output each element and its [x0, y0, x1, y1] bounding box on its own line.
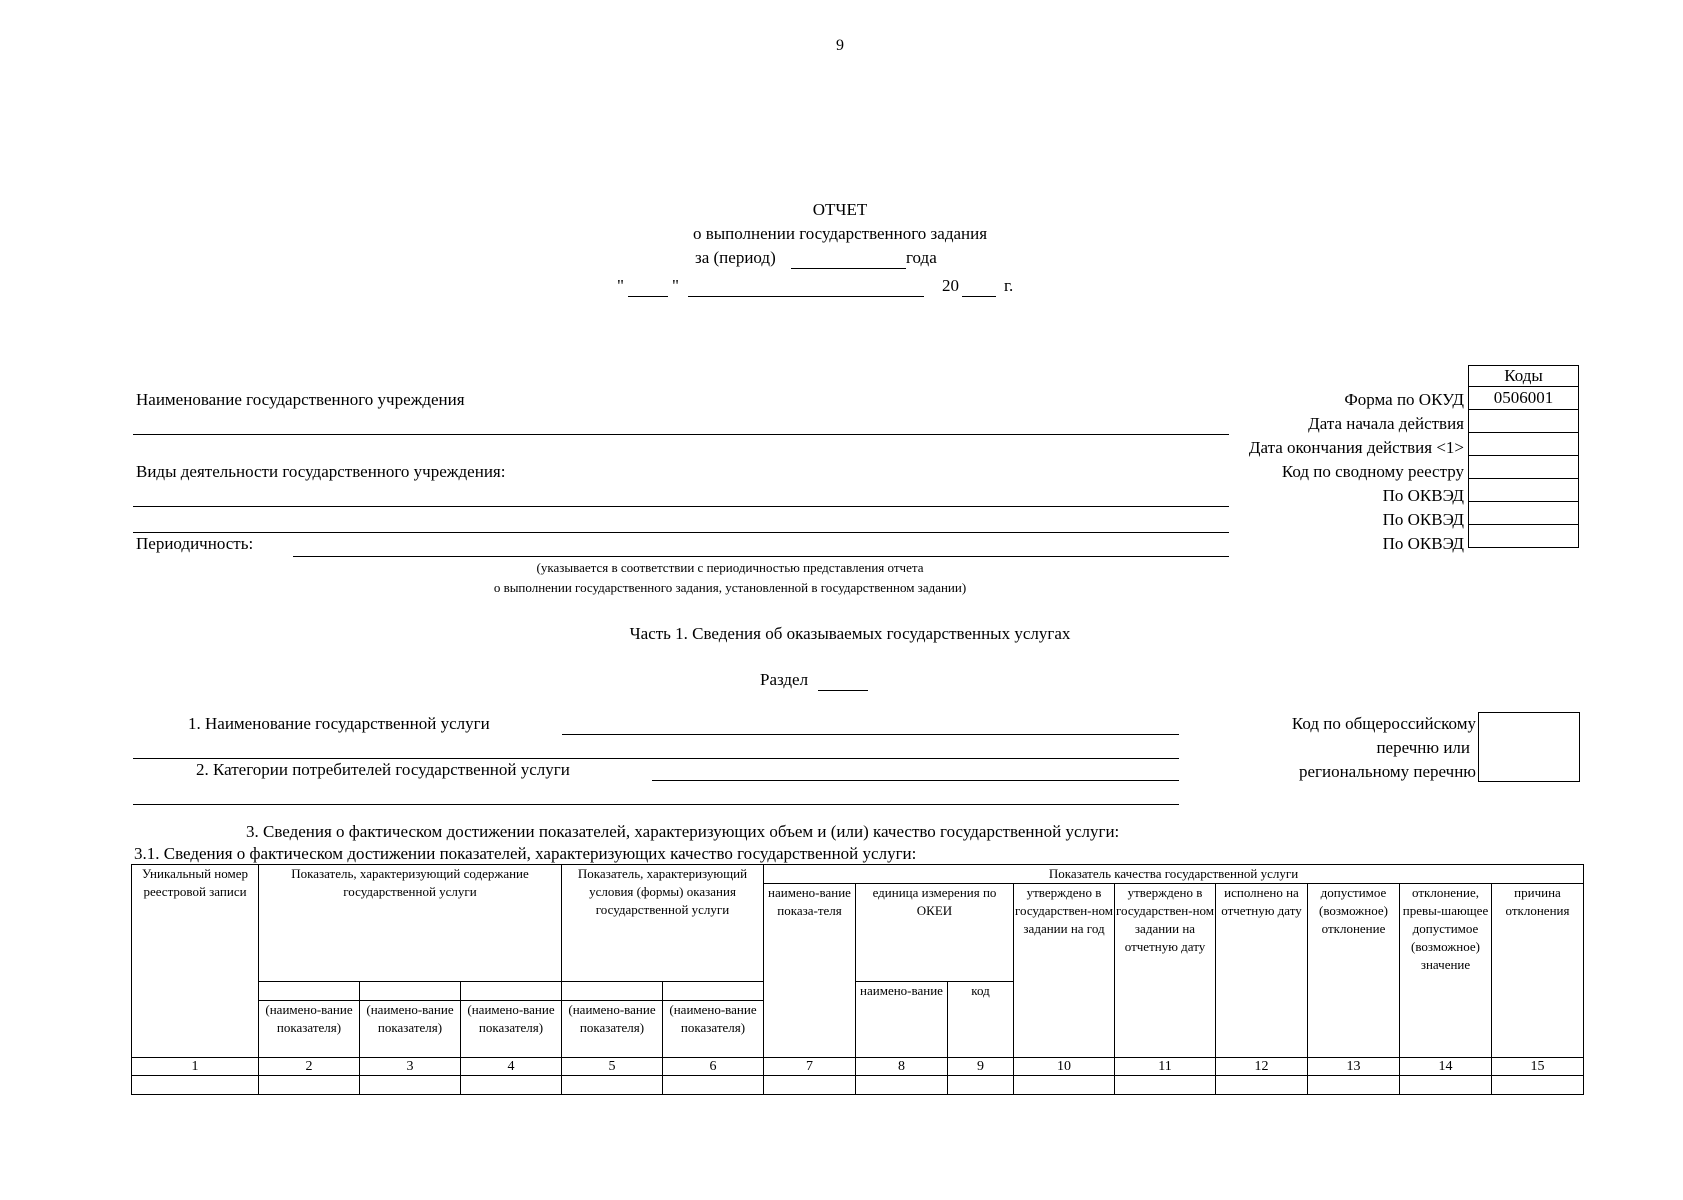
codes-label-end-date: Дата окончания действия <1>	[1248, 438, 1464, 457]
th-condition-sub-blank-2	[663, 982, 764, 1001]
okpd-code-label-3: региональному перечню	[1298, 762, 1476, 781]
codes-table	[1468, 365, 1579, 548]
section-label: Раздел	[760, 670, 809, 689]
th-approved-date: утверждено в государствен-ном задании на отчетную дату	[1115, 884, 1216, 1058]
date-quote-open: "	[617, 276, 624, 295]
th-condition-sub-1: (наимено-вание показателя)	[562, 1001, 663, 1058]
th-content-sub-blank-2	[360, 982, 461, 1001]
section-blank	[818, 690, 868, 691]
item3-heading: 3. Сведения о фактическом достижении показателей, характеризующих объем и (или) качество государственной услуги:	[246, 822, 1120, 841]
institution-name-label: Наименование государственного учреждения	[136, 390, 465, 409]
col-number: 13	[1308, 1058, 1400, 1076]
okpd-code-label-2-text: перечню или	[1376, 738, 1470, 757]
th-content-sub-1: (наимено-вание показателя)	[259, 1001, 360, 1058]
periodicity-note-2: о выполнении государственного задания, установленной в государственном задании)	[493, 580, 967, 595]
th-exceeding-deviation: отклонение, превы-шающее допустимое (возможное) значение	[1400, 884, 1492, 1058]
codes-label-registry: Код по сводному реестру	[1281, 462, 1464, 481]
date-month-blank	[688, 296, 924, 297]
th-approved-year: утверждено в государствен-ном задании на год	[1014, 884, 1115, 1058]
col-number: 6	[663, 1058, 764, 1076]
periodicity-line	[293, 556, 1229, 557]
code-value-registry[interactable]	[1469, 456, 1579, 479]
col-number: 7	[764, 1058, 856, 1076]
activity-types-label: Виды деятельности государственного учреждения:	[136, 462, 506, 481]
col-number: 8	[856, 1058, 948, 1076]
okpd-code-label-1: Код по общероссийскому	[1291, 714, 1476, 733]
okpd-code-box[interactable]	[1478, 712, 1580, 782]
periodicity-note-1: (указывается в соответствии с периодичностью представления отчета	[536, 560, 924, 575]
okpd-code-label-2	[1200, 738, 1476, 758]
period-blank	[791, 268, 906, 269]
th-content-indicator: Показатель, характеризующий содержание государственной услуги	[259, 865, 562, 982]
date-quote-close: "	[672, 276, 679, 295]
th-allowed-deviation: допустимое (возможное) отклонение	[1308, 884, 1400, 1058]
table-cell[interactable]	[562, 1076, 663, 1095]
service-name-line-2	[133, 758, 1179, 759]
report-subtitle: о выполнении государственного задания	[692, 224, 988, 243]
th-content-sub-2: (наимено-вание показателя)	[360, 1001, 461, 1058]
th-content-sub-blank-3	[461, 982, 562, 1001]
col-number: 5	[562, 1058, 663, 1076]
code-value-okved-1[interactable]	[1469, 479, 1579, 502]
th-unit-okei: единица измерения по ОКЕИ	[856, 884, 1014, 982]
th-unit-code: код	[948, 982, 1014, 1058]
codes-label-start-date: Дата начала действия	[1308, 414, 1464, 433]
table-cell[interactable]	[856, 1076, 948, 1095]
consumers-line-2	[133, 804, 1179, 805]
code-value-okud[interactable]: 0506001	[1469, 387, 1579, 410]
table-cell[interactable]	[360, 1076, 461, 1095]
code-value-okved-3[interactable]	[1469, 525, 1579, 548]
th-indicator-name: наимено-вание показа-теля	[764, 884, 856, 1058]
period-suffix: года	[906, 248, 937, 267]
th-content-sub-blank-1	[259, 982, 360, 1001]
table-cell[interactable]	[948, 1076, 1014, 1095]
service-name-line	[562, 734, 1179, 735]
activity-types-line-2	[133, 532, 1229, 533]
th-conditions-indicator: Показатель, характеризующий условия (формы) оказания государственной услуги	[562, 865, 764, 982]
table-cell[interactable]	[259, 1076, 360, 1095]
period-label: за (период)	[695, 248, 776, 267]
periodicity-label: Периодичность:	[136, 534, 254, 553]
col-number: 1	[132, 1058, 259, 1076]
codes-label-okved-1: По ОКВЭД	[1382, 486, 1464, 505]
service-name-label: 1. Наименование государственной услуги	[188, 714, 490, 733]
institution-name-line	[133, 434, 1229, 435]
activity-types-line-1	[133, 506, 1229, 507]
table-cell[interactable]	[1492, 1076, 1584, 1095]
col-number: 4	[461, 1058, 562, 1076]
codes-label-okved-2: По ОКВЭД	[1382, 510, 1464, 529]
th-content-sub-3: (наимено-вание показателя)	[461, 1001, 562, 1058]
col-number: 10	[1014, 1058, 1115, 1076]
table-cell[interactable]	[1216, 1076, 1308, 1095]
part1-heading: Часть 1. Сведения об оказываемых государственных услугах	[629, 624, 1071, 643]
date-year-blank	[962, 296, 996, 297]
table-cell[interactable]	[764, 1076, 856, 1095]
table-cell[interactable]	[1115, 1076, 1216, 1095]
code-value-okved-2[interactable]	[1469, 502, 1579, 525]
th-condition-sub-blank-1	[562, 982, 663, 1001]
th-condition-sub-2: (наимено-вание показателя)	[663, 1001, 764, 1058]
table-cell[interactable]	[461, 1076, 562, 1095]
quality-indicators-table	[131, 864, 1584, 1095]
page-number: 9	[836, 37, 844, 54]
th-done: исполнено на отчетную дату	[1216, 884, 1308, 1058]
codes-header: Коды	[1469, 366, 1579, 387]
consumers-label: 2. Категории потребителей государственной услуги	[196, 760, 570, 779]
col-number: 2	[259, 1058, 360, 1076]
table-cell[interactable]	[1308, 1076, 1400, 1095]
table-cell[interactable]	[1400, 1076, 1492, 1095]
col-number: 11	[1115, 1058, 1216, 1076]
col-number: 14	[1400, 1058, 1492, 1076]
date-day-blank	[628, 296, 668, 297]
col-number: 15	[1492, 1058, 1584, 1076]
col-number: 9	[948, 1058, 1014, 1076]
table-cell[interactable]	[663, 1076, 764, 1095]
col-number: 12	[1216, 1058, 1308, 1076]
th-quality-indicator: Показатель качества государственной услуги	[764, 865, 1584, 884]
codes-label-okud: Форма по ОКУД	[1344, 390, 1464, 409]
th-deviation-reason: причина отклонения	[1492, 884, 1584, 1058]
col-number: 3	[360, 1058, 461, 1076]
codes-label-okved-3: По ОКВЭД	[1382, 534, 1464, 553]
th-unit-name: наимено-вание	[856, 982, 948, 1058]
table-row	[132, 1076, 1584, 1095]
code-value-end-date[interactable]	[1469, 433, 1579, 456]
item31-heading: 3.1. Сведения о фактическом достижении показателей, характеризующих качество государственной услуги:	[134, 844, 917, 863]
date-year-suffix: г.	[1004, 276, 1014, 295]
consumers-line	[652, 780, 1179, 781]
table-cell[interactable]	[1014, 1076, 1115, 1095]
table-cell[interactable]	[132, 1076, 259, 1095]
report-title: ОТЧЕТ	[812, 200, 868, 219]
date-year-prefix: 20	[942, 276, 959, 295]
th-unique-number: Уникальный номер реестровой записи	[132, 865, 259, 1058]
code-value-start-date[interactable]	[1469, 410, 1579, 433]
